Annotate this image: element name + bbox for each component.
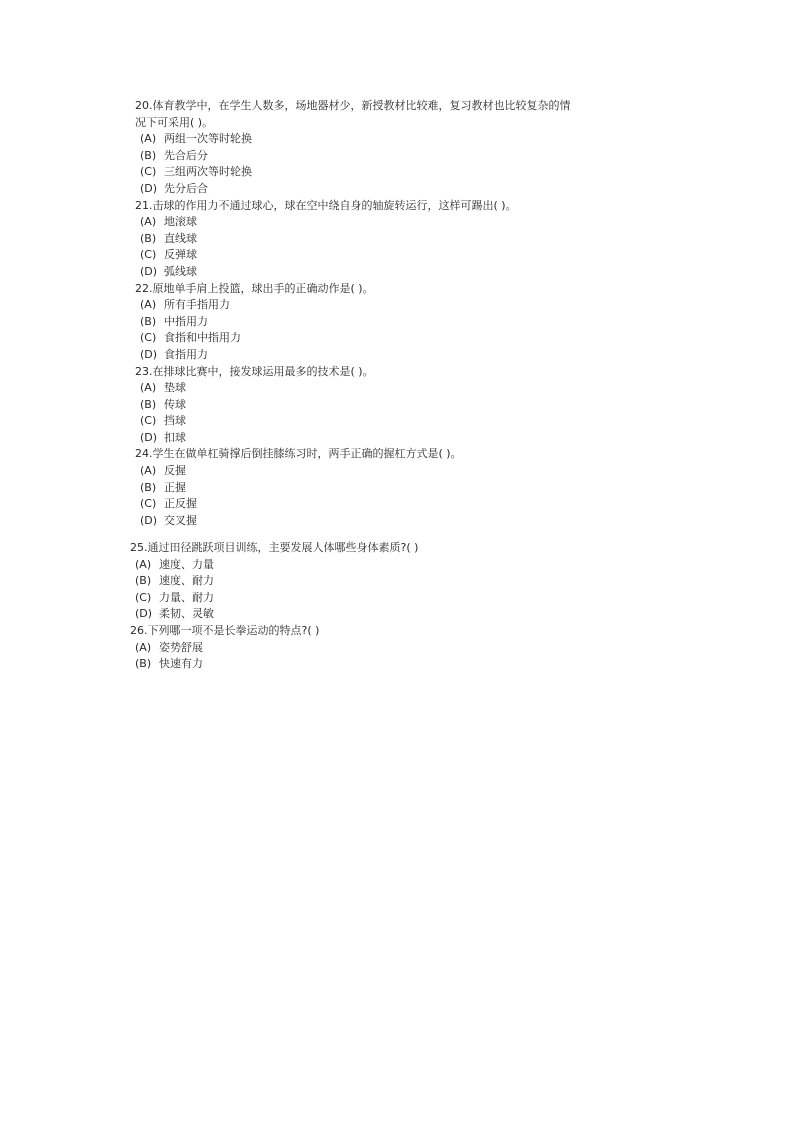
option-d [135, 513, 585, 530]
option-letter: (D) [140, 264, 158, 278]
option-a [135, 131, 585, 148]
option-a [135, 463, 585, 480]
option-text: 扣球 [164, 430, 186, 444]
option-text: 所有手指用力 [164, 298, 230, 312]
option-text: 传球 [164, 397, 186, 411]
option-b [135, 397, 585, 414]
option-text: 中指用力 [164, 314, 208, 328]
option-c [135, 164, 585, 181]
question-stem: 22.原地单手肩上投篮，球出手的正确动作是( )。 [135, 281, 374, 295]
option-c [135, 330, 585, 347]
option-b [135, 314, 585, 331]
option-text: 反弹球 [164, 248, 197, 262]
question-26 [130, 623, 580, 673]
option-b [130, 656, 580, 673]
option-letter: (B) [135, 657, 152, 671]
option-letter: (A) [140, 132, 157, 146]
option-letter: (C) [140, 414, 157, 428]
option-letter: (B) [140, 231, 157, 245]
option-a [130, 557, 580, 574]
option-c [135, 413, 585, 430]
option-text: 柔韧、灵敏 [159, 607, 214, 621]
option-letter: (A) [135, 557, 152, 571]
option-b [135, 148, 585, 165]
option-letter: (C) [135, 590, 152, 604]
option-letter: (A) [140, 381, 157, 395]
option-text: 速度、耐力 [159, 574, 214, 588]
option-text: 两组一次等时轮换 [164, 132, 252, 146]
option-a [135, 214, 585, 231]
option-b [135, 231, 585, 248]
option-d [135, 181, 585, 198]
option-c [135, 496, 585, 513]
option-d [135, 347, 585, 364]
option-text: 地滚球 [164, 215, 197, 229]
option-text: 直线球 [164, 231, 197, 245]
option-letter: (A) [140, 464, 157, 478]
question-stem: 23.在排球比赛中，接发球运用最多的技术是( )。 [135, 364, 374, 378]
option-text: 正反握 [164, 497, 197, 511]
option-letter: (A) [140, 298, 157, 312]
option-letter: (B) [140, 314, 157, 328]
option-text: 垫球 [164, 381, 186, 395]
option-a [135, 297, 585, 314]
option-text: 快速有力 [159, 657, 203, 671]
option-text: 反握 [164, 464, 186, 478]
option-letter: (D) [135, 607, 153, 621]
option-a [135, 380, 585, 397]
question-21 [135, 198, 585, 281]
question-22 [135, 281, 585, 364]
option-text: 姿势舒展 [159, 640, 203, 654]
option-d [135, 430, 585, 447]
option-letter: (B) [135, 574, 152, 588]
option-letter: (A) [140, 215, 157, 229]
option-d [135, 264, 585, 281]
option-text: 弧线球 [164, 264, 197, 278]
option-letter: (C) [140, 165, 157, 179]
option-text: 挡球 [164, 414, 186, 428]
question-25 [130, 540, 580, 623]
option-letter: (D) [140, 513, 158, 527]
option-text: 力量、耐力 [159, 590, 214, 604]
question-stem-continued: 况下可采用( )。 [135, 115, 214, 129]
question-20 [135, 98, 585, 198]
option-letter: (C) [140, 331, 157, 345]
option-text: 三组两次等时轮换 [164, 165, 252, 179]
option-d [130, 606, 580, 623]
question-24 [135, 446, 585, 529]
option-text: 速度、力量 [159, 557, 214, 571]
option-text: 食指用力 [164, 347, 208, 361]
option-letter: (C) [140, 497, 157, 511]
question-stem: 21.击球的作用力不通过球心，球在空中绕自身的轴旋转运行，这样可踢出( )。 [135, 198, 517, 212]
option-letter: (D) [140, 430, 158, 444]
question-stem: 20.体育教学中，在学生人数多，场地器材少，新授教材比较难，复习教材也比较复杂的情 [135, 99, 571, 112]
question-block-25-26 [130, 540, 580, 673]
option-b [130, 573, 580, 590]
option-b [135, 480, 585, 497]
option-letter: (C) [140, 248, 157, 262]
question-stem: 26.下列哪一项不是长拳运动的特点?( ) [130, 623, 320, 637]
option-c [135, 247, 585, 264]
option-letter: (D) [140, 347, 158, 361]
option-text: 食指和中指用力 [164, 331, 241, 345]
option-letter: (A) [135, 640, 152, 654]
question-stem: 24.学生在做单杠骑撑后倒挂膝练习时，两手正确的握杠方式是( )。 [135, 447, 462, 461]
question-23 [135, 364, 585, 447]
option-letter: (B) [140, 397, 157, 411]
option-text: 先分后合 [164, 181, 208, 195]
option-text: 正握 [164, 480, 186, 494]
option-letter: (B) [140, 480, 157, 494]
option-c [130, 590, 580, 607]
option-a [130, 640, 580, 657]
option-text: 交叉握 [164, 513, 197, 527]
option-text: 先合后分 [164, 148, 208, 162]
option-letter: (D) [140, 181, 158, 195]
option-letter: (B) [140, 148, 157, 162]
question-block-20-24 [135, 98, 585, 529]
question-stem: 25.通过田径跳跃项目训练，主要发展人体哪些身体素质?( ) [130, 541, 419, 554]
